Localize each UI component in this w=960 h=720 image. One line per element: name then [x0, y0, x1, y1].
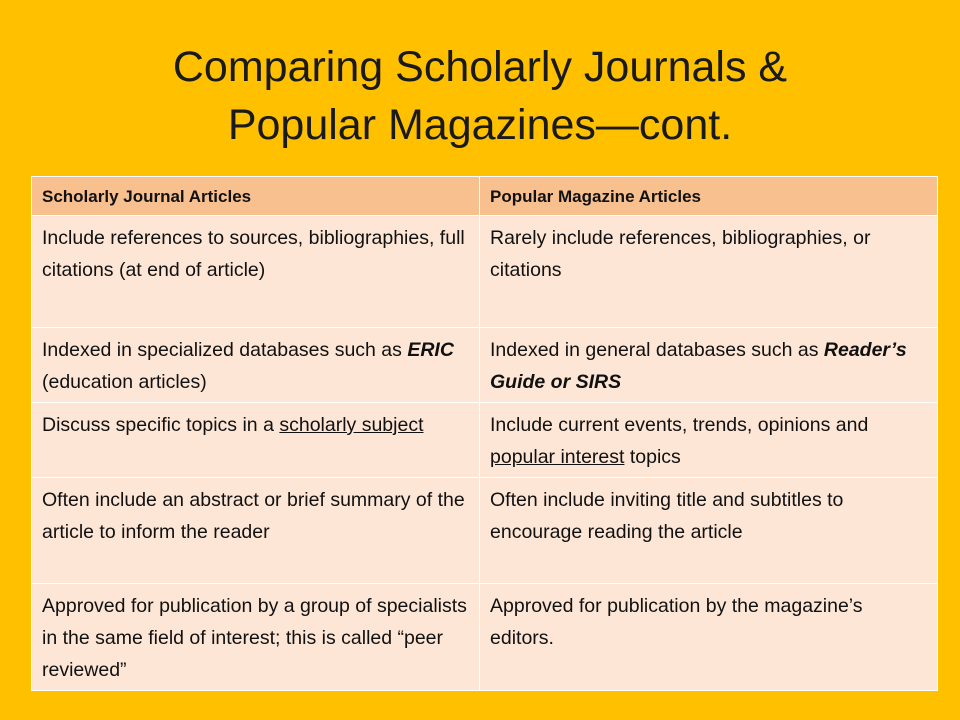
- emphasis-eric: ERIC: [407, 339, 454, 361]
- cell-popular-titles: Often include inviting title and subtitles to encourage reading the article: [480, 478, 938, 584]
- underlined-scholarly-subject: scholarly subject: [279, 414, 424, 436]
- cell-popular-approval: Approved for publication by the magazine’s editors.: [480, 584, 938, 691]
- cell-scholarly-approval: Approved for publication by a group of specialists in the same field of interest; this is called “peer reviewed”: [32, 584, 480, 691]
- cell-popular-indexing: [480, 328, 938, 403]
- cell-popular-topics: [480, 403, 938, 478]
- cell-scholarly-abstract: Often include an abstract or brief summary of the article to inform the reader: [32, 478, 480, 584]
- table-row: [32, 584, 938, 691]
- table-row: [32, 328, 938, 403]
- table-row: [32, 478, 938, 584]
- emphasis-readers-guide-sirs: Reader’s Guide or SIRS: [490, 339, 907, 393]
- cell-scholarly-references: Include references to sources, bibliographies, full citations (at end of article): [32, 216, 480, 328]
- cell-popular-references: Rarely include references, bibliographies, or citations: [480, 216, 938, 328]
- table-row: [32, 403, 938, 478]
- comparison-table: [31, 176, 938, 691]
- table-header-row: [32, 177, 938, 216]
- header-scholarly: Scholarly Journal Articles: [32, 177, 480, 216]
- text: Discuss specific topics in a: [42, 414, 280, 436]
- text: Indexed in general databases such as: [490, 339, 824, 361]
- header-popular: Popular Magazine Articles: [480, 177, 938, 216]
- text: Indexed in specialized databases such as: [42, 339, 408, 361]
- text: topics: [624, 446, 681, 468]
- text: Include current events, trends, opinions and: [490, 414, 869, 436]
- text: (education articles): [42, 371, 207, 393]
- cell-scholarly-indexing: [32, 328, 480, 403]
- slide-title-line-2: Popular Magazines—cont.: [227, 101, 733, 149]
- slide-title-line-1: Comparing Scholarly Journals &: [172, 43, 788, 91]
- cell-scholarly-topics: [32, 403, 480, 478]
- slide-title: [0, 38, 960, 154]
- table-row: [32, 216, 938, 328]
- underlined-popular-interest: popular interest: [490, 446, 625, 468]
